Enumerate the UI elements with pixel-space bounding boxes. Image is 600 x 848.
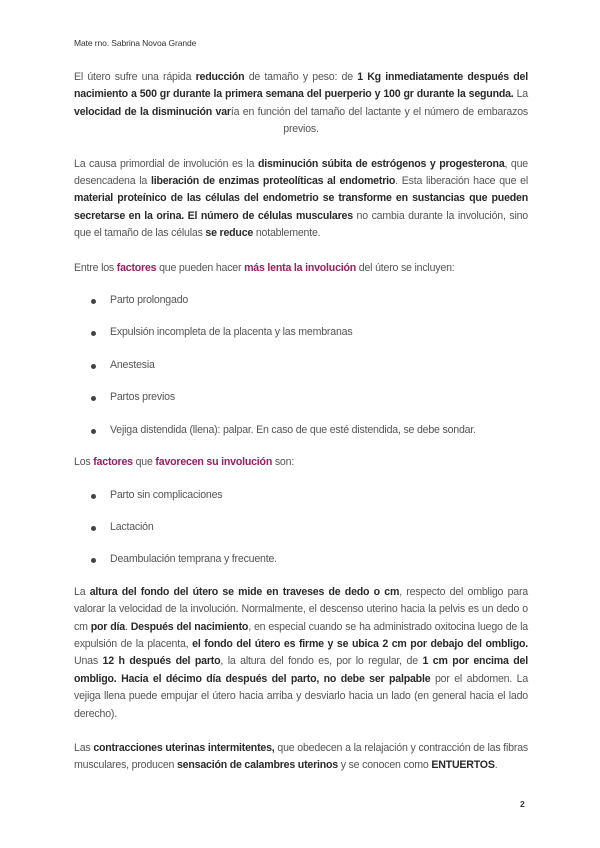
bold-run: Después del nacimiento: [130, 620, 249, 633]
text-run: que pueden hacer: [156, 261, 245, 274]
text-run: y se conocen como: [337, 759, 432, 772]
text-run: , en especial cuando se ha administrado oxitocina luego de la expulsión de la placenta,: [74, 620, 528, 650]
bold-run: ENTUERTOS: [431, 759, 495, 772]
highlight-run: factores: [93, 456, 133, 469]
paragraph-fundal-height: [74, 584, 528, 723]
text-run: Entre los: [74, 261, 117, 274]
text-run: Las: [74, 741, 94, 754]
text-run: La: [74, 585, 90, 598]
text-run: son:: [272, 456, 295, 469]
bold-run: velocidad de la disminución var: [74, 105, 231, 118]
text-run: del útero se incluyen:: [356, 261, 455, 274]
paragraph-involution-cause: [74, 156, 528, 243]
page-number: 2: [520, 799, 525, 809]
text-run: que obedecen a la relajación y contracción de las fibras musculares, producen: [74, 741, 528, 772]
bold-run: el fondo del útero es firme y se ubica 2 cm por debajo del ombligo.: [192, 637, 528, 650]
list-item: Lactación: [74, 519, 528, 536]
text-run: ía en función del tamaño del lactante y el número de embarazos previos.: [230, 105, 528, 136]
text-run: . Esta liberación hace que el: [395, 175, 528, 188]
paragraph-slow-factors-intro: [74, 260, 528, 277]
text-run: que: [132, 456, 156, 469]
page-header: Mate rno. Sabrina Novoa Grande: [74, 38, 197, 48]
text-run: , respecto del ombligo para valorar la velocidad de la involución. Normalmente, el descenso uterino hacia la pelvis es un dedo o cm: [74, 585, 528, 633]
list-item: Anestesia: [74, 357, 528, 374]
bold-run: 1 cm por encima del ombligo. Hacia el décimo día después del parto, no debe ser palpable: [74, 655, 528, 685]
bold-run: sensación de calambres uterinos: [176, 759, 338, 772]
text-run: de tamaño y peso: de: [244, 71, 358, 83]
highlight-run: más lenta la involución: [244, 261, 357, 274]
slow-factors-list: [74, 292, 528, 439]
favor-factors-list: [74, 487, 528, 569]
bold-run: altura del fondo del útero se mide en traveses de dedo o cm: [89, 585, 400, 598]
bold-run: contracciones uterinas intermitentes,: [93, 741, 275, 754]
bold-run: por día: [90, 620, 125, 633]
highlight-run: factores: [116, 261, 157, 274]
text-run: .: [494, 759, 498, 772]
text-run: , la altura del fondo es, por lo regular, de: [220, 655, 423, 668]
highlight-run: favorecen su involución: [155, 456, 273, 469]
text-run: El útero sufre una rápida: [74, 71, 196, 83]
document-body: [74, 69, 528, 775]
list-item: Partos previos: [74, 389, 528, 406]
text-run: .: [124, 620, 131, 633]
text-run: La causa primordial de involución es la: [74, 157, 258, 170]
bold-run: 1 Kg inmediatamente después del nacimiento a 500 gr durante la primera semana del puerperio y 100 gr durante la segunda.: [74, 71, 528, 101]
text-run: Unas: [74, 655, 103, 668]
paragraph-favor-factors-intro: [74, 454, 528, 471]
text-run: , que desencadena la: [74, 157, 528, 188]
text-run: La: [513, 88, 528, 101]
text-run: por el abdomen. La vejiga llena puede empujar el útero hacia arriba y desviarlo hacia un lado (en general hacia el lado derecho).: [74, 672, 529, 720]
list-item: Expulsión incompleta de la placenta y las membranas: [74, 324, 528, 341]
list-item: Vejiga distendida (llena): palpar. En caso de que esté distendida, se debe sondar.: [74, 422, 528, 439]
paragraph-afterpains: [74, 740, 528, 775]
paragraph-uterine-reduction: [74, 69, 528, 139]
text-run: no cambia durante la involución, sino que el tamaño de las células: [74, 209, 528, 240]
bold-run: reducción: [195, 71, 245, 83]
list-item: Parto prolongado: [74, 292, 528, 309]
bold-run: se reduce: [205, 227, 254, 240]
bold-run: 12 h después del parto: [102, 655, 221, 668]
bold-run: material proteínico de las células del endometrio se transforme en sustancias que pueden secretarse en la orina. El número de células musculares: [74, 192, 528, 222]
bold-run: liberación de enzimas proteolíticas al endometrio: [150, 175, 396, 188]
list-item: Parto sin complicaciones: [74, 487, 528, 504]
text-run: Los: [74, 456, 94, 469]
list-item: Deambulación temprana y frecuente.: [74, 551, 528, 568]
bold-run: disminución súbita de estrógenos y progesterona: [257, 157, 505, 170]
text-run: notablemente.: [253, 227, 321, 240]
